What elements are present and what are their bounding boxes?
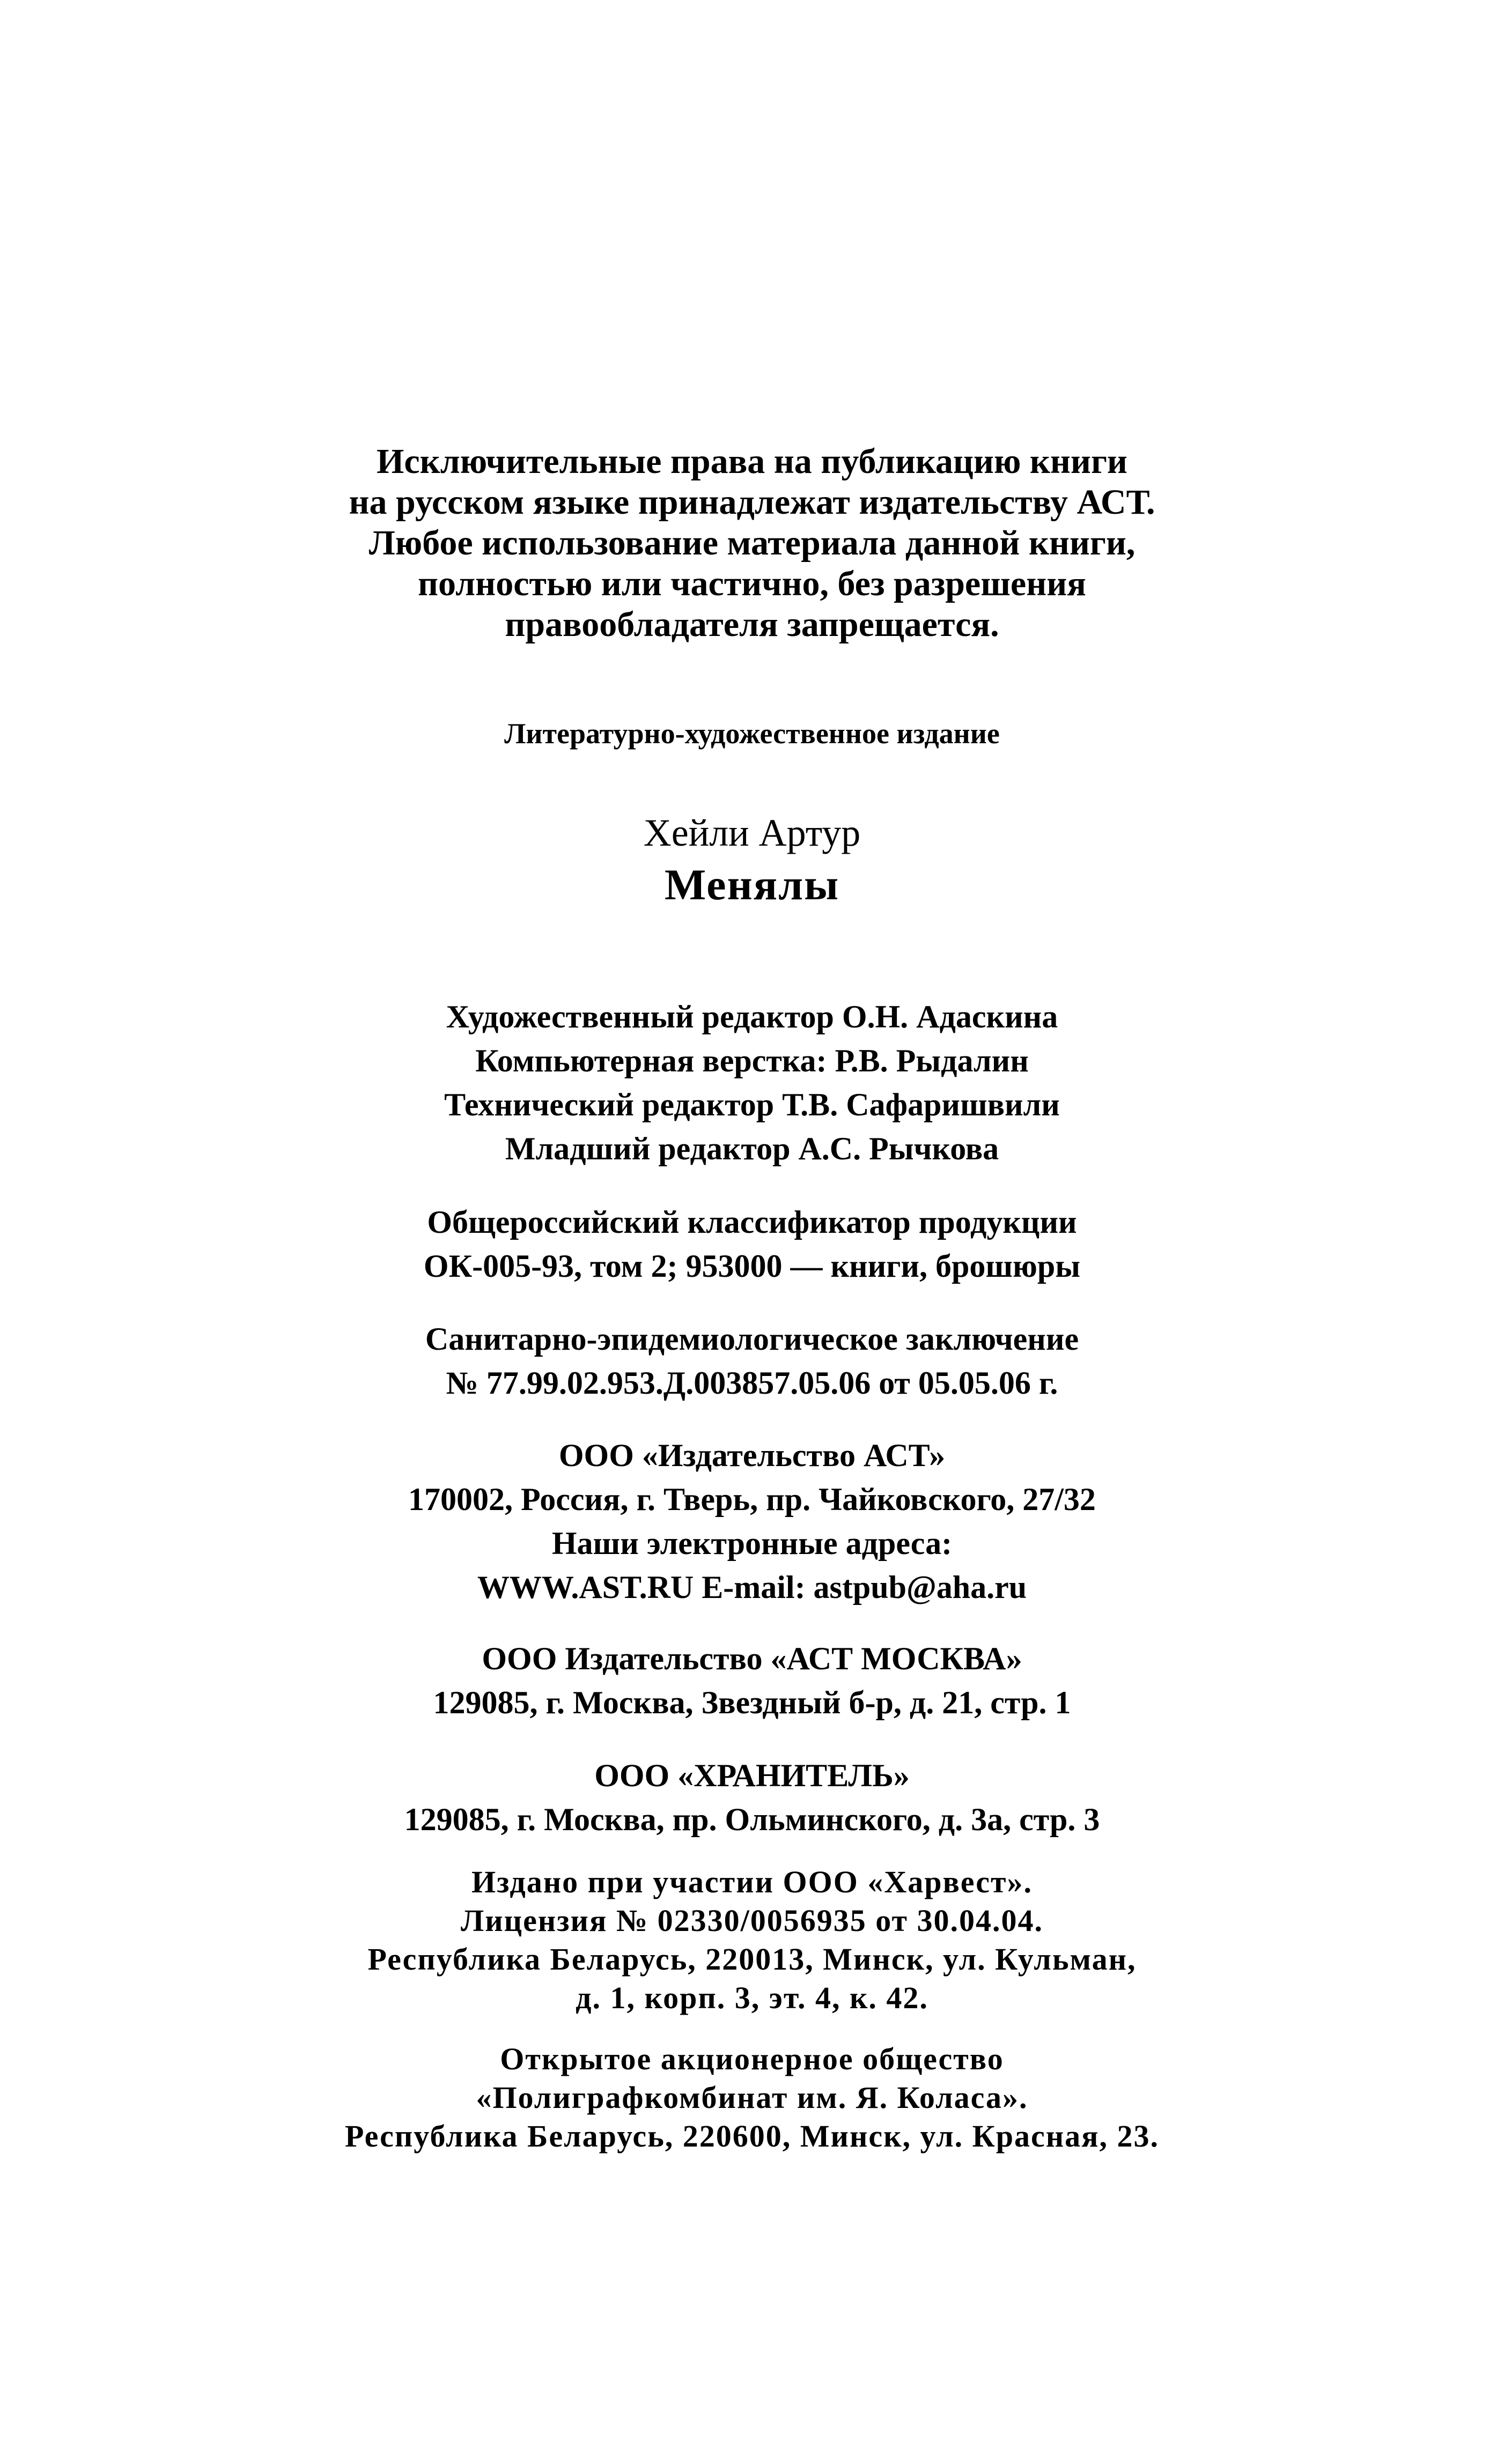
- product-classifier: [0, 1200, 1504, 1288]
- credit-line: Художественный редактор О.Н. Адаскина: [446, 999, 1058, 1034]
- publisher-ast-line: Наши электронные адреса:: [551, 1526, 953, 1561]
- credits: [0, 995, 1504, 1171]
- harvest-line: Республика Беларусь, 220013, Минск, ул. Кульман,: [367, 1942, 1137, 1977]
- publisher-ast: [0, 1433, 1504, 1609]
- credit-line: Компьютерная верстка: Р.В. Рыдалин: [475, 1043, 1029, 1078]
- book-title-text: Менялы: [664, 860, 840, 909]
- harvest-line: Издано при участии ООО «Харвест».: [471, 1864, 1033, 1899]
- credit-line: Младший редактор А.С. Рычкова: [505, 1131, 999, 1166]
- printer-line: Республика Беларусь, 220600, Минск, ул. Красная, 23.: [344, 2119, 1159, 2154]
- book-title: [0, 860, 1504, 909]
- printer-line: Открытое акционерное общество: [500, 2041, 1004, 2076]
- credit-line: Технический редактор Т.В. Сафаришвили: [444, 1087, 1060, 1122]
- classifier-line: Общероссийский классификатор продукции: [427, 1204, 1077, 1240]
- publisher-ast-moscow: [0, 1637, 1504, 1725]
- copyright-line: правообладателя запрещается.: [505, 605, 999, 644]
- harvest-line: д. 1, корп. 3, эт. 4, к. 42.: [576, 1980, 928, 2015]
- copyright-line: Исключительные права на публикацию книги: [377, 442, 1127, 481]
- publisher-khranitel-line: 129085, г. Москва, пр. Ольминского, д. 3а, стр. 3: [404, 1802, 1100, 1837]
- harvest-line: Лицензия № 02330/0056935 от 30.04.04.: [461, 1903, 1043, 1938]
- publisher-khranitel-line: ООО «ХРАНИТЕЛЬ»: [594, 1758, 910, 1793]
- printer-line: «Полиграфкомбинат им. Я. Коласа».: [476, 2080, 1028, 2115]
- printer-info: [0, 2040, 1504, 2156]
- copyright-line: на русском языке принадлежат издательству АСТ.: [349, 483, 1155, 522]
- publisher-ast-line: ООО «Издательство АСТ»: [558, 1438, 946, 1473]
- classifier-line: ОК-005-93, том 2; 953000 — книги, брошюры: [423, 1248, 1081, 1284]
- genre-text: Литературно-художественное издание: [504, 717, 1000, 750]
- harvest-info: [0, 1863, 1504, 2017]
- publisher-ast-line: WWW.AST.RU E-mail: astpub@aha.ru: [477, 1570, 1027, 1605]
- sanitary-line: Санитарно-эпидемиологическое заключение: [425, 1321, 1079, 1357]
- copyright-line: полностью или частично, без разрешения: [417, 564, 1086, 603]
- publisher-ast-line: 170002, Россия, г. Тверь, пр. Чайковского, 27/32: [408, 1482, 1096, 1517]
- sanitary-line: № 77.99.02.953.Д.003857.05.06 от 05.05.06 г.: [446, 1365, 1058, 1401]
- sanitary-conclusion: [0, 1317, 1504, 1405]
- publisher-ast-moscow-line: ООО Издательство «АСТ МОСКВА»: [482, 1641, 1022, 1676]
- copyright-line: Любое использование материала данной книги,: [368, 523, 1136, 563]
- genre-label: [0, 717, 1504, 750]
- copyright-notice: [0, 441, 1504, 645]
- author-text: Хейли Артур: [643, 811, 861, 854]
- publisher-khranitel: [0, 1753, 1504, 1841]
- publisher-ast-moscow-line: 129085, г. Москва, Звездный б-р, д. 21, стр. 1: [433, 1685, 1071, 1720]
- author-name: [0, 811, 1504, 854]
